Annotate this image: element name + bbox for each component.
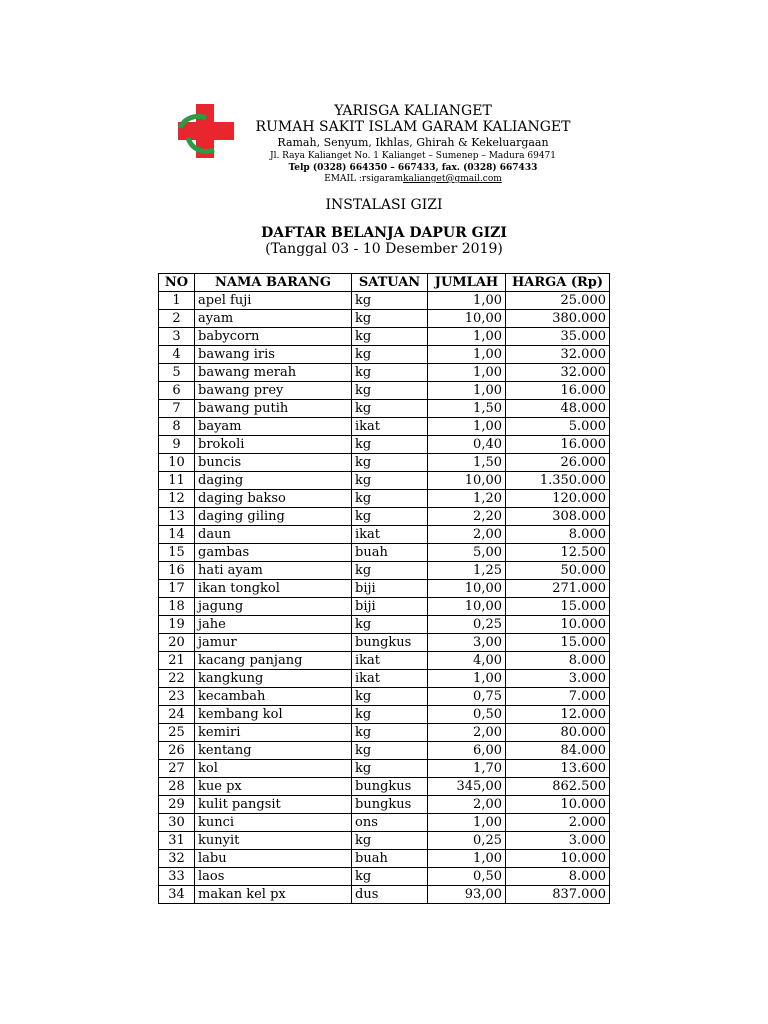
item-qty: 3,00 <box>428 634 506 652</box>
address: Jl. Raya Kalianget No. 1 Kalianget – Sumenep – Madura 69471 <box>269 151 557 161</box>
item-price: 10.000 <box>506 796 610 814</box>
table-row <box>159 310 610 328</box>
col-header-unit: SATUAN <box>352 274 428 292</box>
item-no: 34 <box>159 886 195 904</box>
col-header-qty: JUMLAH <box>428 274 506 292</box>
logo-cross-horizontal <box>178 122 234 140</box>
item-unit: bungkus <box>352 778 428 796</box>
item-unit: biji <box>352 598 428 616</box>
item-qty: 1,00 <box>428 850 506 868</box>
item-name: kunyit <box>195 832 352 850</box>
item-unit: bungkus <box>352 796 428 814</box>
item-unit: biji <box>352 580 428 598</box>
item-qty: 1,70 <box>428 760 506 778</box>
item-no: 9 <box>159 436 195 454</box>
item-no: 19 <box>159 616 195 634</box>
item-unit: kg <box>352 328 428 346</box>
item-name: babycorn <box>195 328 352 346</box>
item-name: daging giling <box>195 508 352 526</box>
item-qty: 1,00 <box>428 292 506 310</box>
item-name: kemiri <box>195 724 352 742</box>
item-qty: 1,00 <box>428 418 506 436</box>
item-qty: 1,00 <box>428 814 506 832</box>
item-no: 18 <box>159 598 195 616</box>
item-unit: kg <box>352 868 428 886</box>
item-qty: 93,00 <box>428 886 506 904</box>
hospital-name: RUMAH SAKIT ISLAM GARAM KALIANGET <box>255 119 571 135</box>
item-unit: kg <box>352 688 428 706</box>
item-price: 15.000 <box>506 598 610 616</box>
table-row <box>159 634 610 652</box>
table-row <box>159 760 610 778</box>
item-price: 8.000 <box>506 652 610 670</box>
item-name: kentang <box>195 742 352 760</box>
item-name: brokoli <box>195 436 352 454</box>
item-unit: kg <box>352 508 428 526</box>
table-row <box>159 526 610 544</box>
table-row <box>159 382 610 400</box>
item-no: 10 <box>159 454 195 472</box>
item-qty: 2,00 <box>428 526 506 544</box>
item-qty: 1,50 <box>428 400 506 418</box>
item-no: 16 <box>159 562 195 580</box>
item-qty: 1,00 <box>428 364 506 382</box>
item-unit: ikat <box>352 526 428 544</box>
item-price: 380.000 <box>506 310 610 328</box>
item-name: makan kel px <box>195 886 352 904</box>
item-price: 3.000 <box>506 832 610 850</box>
item-qty: 5,00 <box>428 544 506 562</box>
table-row <box>159 508 610 526</box>
item-no: 33 <box>159 868 195 886</box>
item-no: 14 <box>159 526 195 544</box>
item-unit: kg <box>352 616 428 634</box>
item-qty: 4,00 <box>428 652 506 670</box>
email-prefix: EMAIL :rsigaram <box>324 174 404 184</box>
email-link[interactable]: kalianget@gmail.com <box>403 174 502 184</box>
item-price: 308.000 <box>506 508 610 526</box>
item-no: 4 <box>159 346 195 364</box>
item-unit: ons <box>352 814 428 832</box>
item-name: kue px <box>195 778 352 796</box>
item-name: hati ayam <box>195 562 352 580</box>
table-row <box>159 886 610 904</box>
table-row <box>159 742 610 760</box>
item-no: 20 <box>159 634 195 652</box>
item-qty: 6,00 <box>428 742 506 760</box>
table-row <box>159 688 610 706</box>
item-unit: kg <box>352 706 428 724</box>
item-unit: kg <box>352 562 428 580</box>
item-unit: buah <box>352 544 428 562</box>
item-name: kacang panjang <box>195 652 352 670</box>
item-qty: 1,25 <box>428 562 506 580</box>
item-unit: ikat <box>352 652 428 670</box>
item-no: 12 <box>159 490 195 508</box>
item-name: laos <box>195 868 352 886</box>
item-unit: kg <box>352 742 428 760</box>
item-price: 862.500 <box>506 778 610 796</box>
table-row <box>159 850 610 868</box>
item-qty: 1,20 <box>428 490 506 508</box>
item-qty: 1,00 <box>428 328 506 346</box>
department-name: INSTALASI GIZI <box>325 197 443 213</box>
item-no: 23 <box>159 688 195 706</box>
item-name: kulit pangsit <box>195 796 352 814</box>
item-unit: ikat <box>352 670 428 688</box>
item-no: 1 <box>159 292 195 310</box>
item-unit: bungkus <box>352 634 428 652</box>
item-unit: kg <box>352 364 428 382</box>
item-name: daging <box>195 472 352 490</box>
item-name: bawang prey <box>195 382 352 400</box>
item-no: 26 <box>159 742 195 760</box>
item-qty: 345,00 <box>428 778 506 796</box>
item-name: bayam <box>195 418 352 436</box>
item-price: 8.000 <box>506 868 610 886</box>
item-name: bawang putih <box>195 400 352 418</box>
table-row <box>159 724 610 742</box>
item-no: 27 <box>159 760 195 778</box>
item-price: 26.000 <box>506 454 610 472</box>
item-no: 3 <box>159 328 195 346</box>
item-price: 8.000 <box>506 526 610 544</box>
table-row <box>159 328 610 346</box>
table-row <box>159 544 610 562</box>
item-name: labu <box>195 850 352 868</box>
item-price: 12.500 <box>506 544 610 562</box>
item-price: 16.000 <box>506 382 610 400</box>
table-row <box>159 418 610 436</box>
item-price: 7.000 <box>506 688 610 706</box>
item-qty: 1,00 <box>428 382 506 400</box>
table-row <box>159 598 610 616</box>
item-price: 13.600 <box>506 760 610 778</box>
item-no: 24 <box>159 706 195 724</box>
item-price: 35.000 <box>506 328 610 346</box>
col-header-name: NAMA BARANG <box>195 274 352 292</box>
item-qty: 10,00 <box>428 598 506 616</box>
item-unit: dus <box>352 886 428 904</box>
item-name: buncis <box>195 454 352 472</box>
table-row <box>159 490 610 508</box>
phone: Telp (0328) 664350 – 667433, fax. (0328) 667433 <box>288 163 538 173</box>
item-no: 13 <box>159 508 195 526</box>
item-qty: 10,00 <box>428 310 506 328</box>
item-price: 10.000 <box>506 850 610 868</box>
item-price: 5.000 <box>506 418 610 436</box>
item-name: kangkung <box>195 670 352 688</box>
item-no: 21 <box>159 652 195 670</box>
item-name: kembang kol <box>195 706 352 724</box>
item-qty: 1,50 <box>428 454 506 472</box>
item-qty: 0,25 <box>428 616 506 634</box>
item-no: 22 <box>159 670 195 688</box>
item-name: daging bakso <box>195 490 352 508</box>
table-row <box>159 652 610 670</box>
item-price: 15.000 <box>506 634 610 652</box>
item-qty: 2,00 <box>428 796 506 814</box>
item-price: 271.000 <box>506 580 610 598</box>
item-unit: kg <box>352 724 428 742</box>
table-row <box>159 580 610 598</box>
item-price: 50.000 <box>506 562 610 580</box>
item-price: 10.000 <box>506 616 610 634</box>
item-qty: 0,40 <box>428 436 506 454</box>
item-price: 80.000 <box>506 724 610 742</box>
item-qty: 1,00 <box>428 670 506 688</box>
table-row <box>159 868 610 886</box>
shopping-list-table <box>158 273 610 904</box>
item-unit: kg <box>352 832 428 850</box>
item-no: 7 <box>159 400 195 418</box>
item-name: kol <box>195 760 352 778</box>
item-unit: kg <box>352 436 428 454</box>
item-unit: kg <box>352 472 428 490</box>
item-no: 32 <box>159 850 195 868</box>
item-name: jahe <box>195 616 352 634</box>
item-name: kecambah <box>195 688 352 706</box>
item-name: gambas <box>195 544 352 562</box>
item-unit: kg <box>352 346 428 364</box>
item-name: ayam <box>195 310 352 328</box>
document-date-range: (Tanggal 03 - 10 Desember 2019) <box>265 241 503 257</box>
col-header-price: HARGA (Rp) <box>506 274 610 292</box>
table-row <box>159 706 610 724</box>
item-price: 12.000 <box>506 706 610 724</box>
table-row <box>159 436 610 454</box>
table-row <box>159 454 610 472</box>
item-no: 8 <box>159 418 195 436</box>
table-row <box>159 472 610 490</box>
email <box>240 173 586 185</box>
item-no: 25 <box>159 724 195 742</box>
item-qty: 0,50 <box>428 868 506 886</box>
item-name: kunci <box>195 814 352 832</box>
item-qty: 2,00 <box>428 724 506 742</box>
item-unit: kg <box>352 400 428 418</box>
org-name: YARISGA KALIANGET <box>334 103 492 119</box>
col-header-no: NO <box>159 274 195 292</box>
item-unit: kg <box>352 310 428 328</box>
item-name: daun <box>195 526 352 544</box>
item-price: 48.000 <box>506 400 610 418</box>
item-price: 25.000 <box>506 292 610 310</box>
item-qty: 0,50 <box>428 706 506 724</box>
item-unit: buah <box>352 850 428 868</box>
table-body <box>159 292 610 904</box>
item-name: bawang merah <box>195 364 352 382</box>
item-no: 5 <box>159 364 195 382</box>
item-qty: 10,00 <box>428 580 506 598</box>
table-row <box>159 778 610 796</box>
item-qty: 0,25 <box>428 832 506 850</box>
motto: Ramah, Senyum, Ikhlas, Ghirah & Kekeluargaan <box>277 136 549 149</box>
item-no: 29 <box>159 796 195 814</box>
item-qty: 1,00 <box>428 346 506 364</box>
item-unit: kg <box>352 292 428 310</box>
table-header-row <box>159 274 610 292</box>
document-title: DAFTAR BELANJA DAPUR GIZI <box>261 225 507 241</box>
item-price: 2.000 <box>506 814 610 832</box>
table-row <box>159 346 610 364</box>
table-row <box>159 292 610 310</box>
item-name: bawang iris <box>195 346 352 364</box>
item-price: 1.350.000 <box>506 472 610 490</box>
item-qty: 10,00 <box>428 472 506 490</box>
item-price: 3.000 <box>506 670 610 688</box>
table-row <box>159 400 610 418</box>
item-name: apel fuji <box>195 292 352 310</box>
item-no: 11 <box>159 472 195 490</box>
item-no: 31 <box>159 832 195 850</box>
item-price: 32.000 <box>506 364 610 382</box>
item-name: jamur <box>195 634 352 652</box>
table-row <box>159 832 610 850</box>
item-price: 837.000 <box>506 886 610 904</box>
item-qty: 0,75 <box>428 688 506 706</box>
table-row <box>159 562 610 580</box>
item-price: 84.000 <box>506 742 610 760</box>
item-name: jagung <box>195 598 352 616</box>
item-no: 17 <box>159 580 195 598</box>
table-row <box>159 814 610 832</box>
table-row <box>159 670 610 688</box>
item-no: 6 <box>159 382 195 400</box>
table-row <box>159 616 610 634</box>
item-no: 28 <box>159 778 195 796</box>
item-price: 120.000 <box>506 490 610 508</box>
item-unit: kg <box>352 454 428 472</box>
item-price: 16.000 <box>506 436 610 454</box>
item-unit: kg <box>352 490 428 508</box>
hospital-logo-icon <box>178 104 236 160</box>
item-no: 30 <box>159 814 195 832</box>
logo-notch <box>214 140 222 150</box>
item-unit: kg <box>352 382 428 400</box>
item-no: 15 <box>159 544 195 562</box>
item-price: 32.000 <box>506 346 610 364</box>
item-qty: 2,20 <box>428 508 506 526</box>
item-name: ikan tongkol <box>195 580 352 598</box>
table-row <box>159 364 610 382</box>
item-no: 2 <box>159 310 195 328</box>
item-unit: ikat <box>352 418 428 436</box>
table-row <box>159 796 610 814</box>
item-unit: kg <box>352 760 428 778</box>
